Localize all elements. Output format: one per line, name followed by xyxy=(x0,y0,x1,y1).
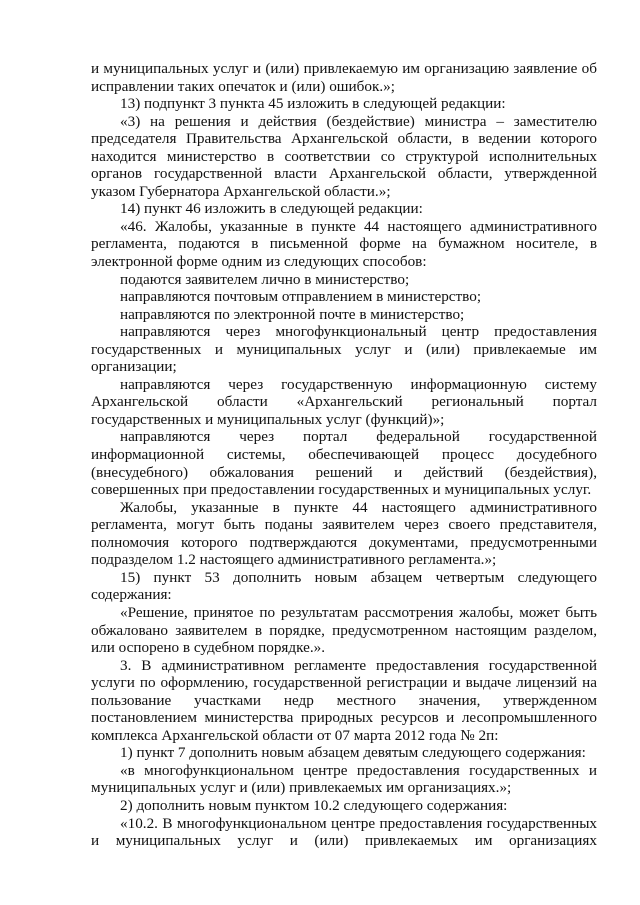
paragraph-7: направляются почтовым отправлением в министерство; xyxy=(120,288,482,306)
document-page xyxy=(91,60,597,850)
paragraph-13: 15) пункт 53 дополнить новым абзацем четвертым следующего содержания: xyxy=(91,568,597,604)
paragraph-11: направляются через портал федеральной государственной информационной системы, обеспечивающей процесс досудебного (внесудебного) обжалования решений и действий (бездействия), совершенных при предоставлении государственных и муниципальных услуг. xyxy=(91,428,597,499)
paragraph-6: подаются заявителем лично в министерство; xyxy=(120,270,410,288)
paragraph-1: и муниципальных услуг и (или) привлекаемую им организацию заявление об исправлении таких опечаток и (или) ошибок.»; xyxy=(91,60,597,95)
paragraph-9: направляются через многофункциональный центр предоставления государственных и муниципальных услуг и (или) привлекаемые им организации; xyxy=(91,323,597,376)
paragraph-3: «3) на решения и действия (бездействие) министра – заместителю председателя Правительства Архангельской области, в ведении которого находится министерство в соответствии со структурой исполнительных органов государственной власти Архангельской области, утвержденной указом Губернатора Архангельской области.»; xyxy=(91,112,597,200)
paragraph-15: 3. В административном регламенте предоставления государственной услуги по оформлению, государственной регистрации и выдаче лицензий на пользование участками недр местного значения, утвержденном постановлением министерства природных ресурсов и лесопромышленного комплекса Архангельской области от 07 марта 2012 года № 2п: xyxy=(91,656,597,744)
paragraph-17: «в многофункциональном центре предоставления государственных и муниципальных услуг и (или) привлекаемых им организациях.»; xyxy=(91,761,597,797)
paragraph-19: «10.2. В многофункциональном центре предоставления государственных и муниципальных услуг и (или) привлекаемых им организациях xyxy=(91,814,597,850)
paragraph-8: направляются по электронной почте в министерство; xyxy=(120,305,465,323)
paragraph-10: направляются через государственную информационную систему Архангельской области «Архангельский региональный портал государственных и муниципальных услуг (функций)»; xyxy=(91,375,597,428)
paragraph-2: 13) подпункт 3 пункта 45 изложить в следующей редакции: xyxy=(120,95,506,113)
paragraph-5: «46. Жалобы, указанные в пункте 44 настоящего административного регламента, подаются в письменной форме на бумажном носителе, в электронной форме одним из следующих способов: xyxy=(91,217,597,271)
paragraph-18: 2) дополнить новым пунктом 10.2 следующего содержания: xyxy=(120,796,508,814)
paragraph-12: Жалобы, указанные в пункте 44 настоящего административного регламента, могут быть поданы заявителем через своего представителя, полномочия которого подтверждаются документами, предусмотренными подразделом 1.2 настоящего административного регламента.»; xyxy=(91,498,597,569)
paragraph-16: 1) пункт 7 дополнить новым абзацем девятым следующего содержания: xyxy=(120,744,586,762)
paragraph-14: «Решение, принятое по результатам рассмотрения жалобы, может быть обжаловано заявителем в порядке, предусмотренном настоящим разделом, или оспорено в судебном порядке.». xyxy=(91,603,597,657)
paragraph-4: 14) пункт 46 изложить в следующей редакции: xyxy=(120,200,423,218)
